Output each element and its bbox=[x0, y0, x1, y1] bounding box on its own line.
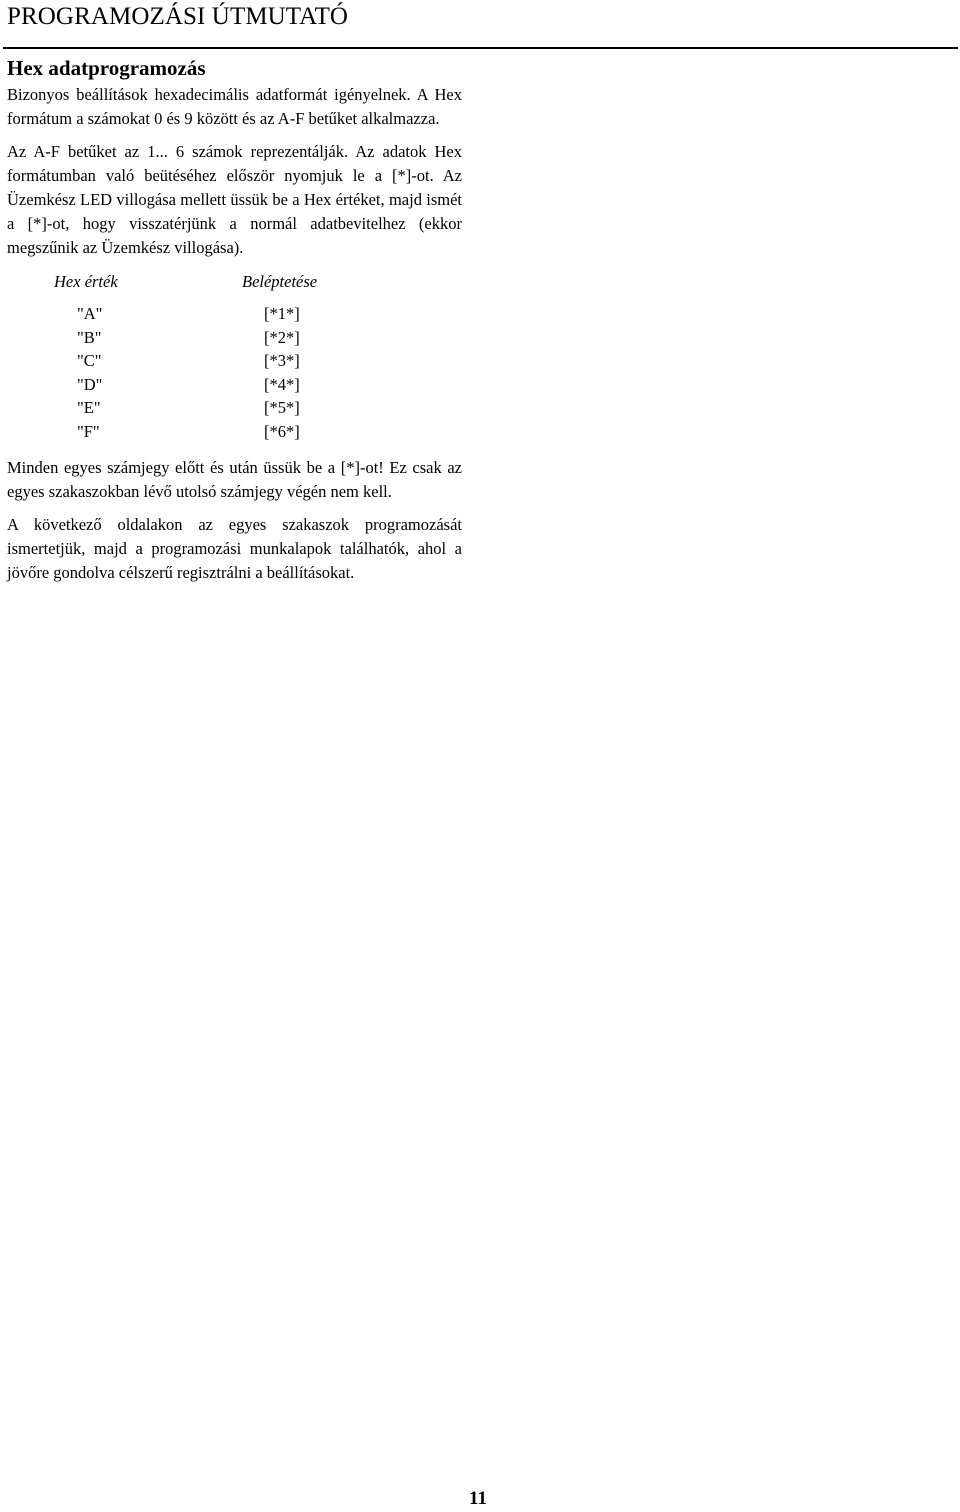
hex-value-cell: "C" bbox=[77, 351, 102, 370]
table-row bbox=[7, 302, 462, 326]
entry-cell: [*1*] bbox=[264, 304, 300, 323]
entry-cell: [*5*] bbox=[264, 398, 300, 417]
hex-value-cell: "F" bbox=[77, 421, 100, 441]
table-row bbox=[7, 420, 462, 444]
hex-value-cell: "B" bbox=[77, 327, 102, 347]
entry-header: Beléptetése bbox=[242, 272, 318, 291]
hex-table-header bbox=[7, 272, 462, 302]
table-row bbox=[7, 349, 462, 373]
hex-value-cell: "D" bbox=[77, 374, 103, 394]
page-number: 11 bbox=[469, 1488, 487, 1509]
entry-cell: [*4*] bbox=[264, 374, 300, 394]
table-row bbox=[7, 373, 462, 397]
table-row bbox=[7, 326, 462, 350]
intro-paragraph: Bizonyos beállítások hexadecimális adatformát igényelnek. A Hex formátum a számokat 0 és 9 között és az A-F betűket alkalmazza. bbox=[7, 85, 462, 128]
hex-table-rows bbox=[7, 302, 462, 443]
content bbox=[7, 56, 462, 585]
digit-entry-paragraph: Minden egyes számjegy előtt és után üssük be a [*]-ot! Ez csak az egyes szakaszokban lévő utolsó számjegy végén nem kell. bbox=[7, 458, 462, 501]
header-rule bbox=[3, 47, 958, 49]
entry-cell: [*6*] bbox=[264, 421, 300, 441]
hex-table bbox=[7, 272, 462, 443]
hex-value-cell: "A" bbox=[77, 304, 103, 323]
page-header: PROGRAMOZÁSI ÚTMUTATÓ bbox=[7, 3, 349, 30]
next-pages-paragraph: A következő oldalakon az egyes szakaszok programozását ismertetjük, majd a programozási munkalapok találhatók, ahol a jövőre gondolva célszerű regisztrálni a beállításokat. bbox=[7, 515, 462, 582]
hex-value-cell: "E" bbox=[77, 398, 101, 417]
entry-cell: [*3*] bbox=[264, 351, 300, 370]
table-row bbox=[7, 396, 462, 420]
section-title: Hex adatprogramozás bbox=[7, 56, 206, 80]
hex-value-header: Hex érték bbox=[54, 272, 118, 291]
entry-cell: [*2*] bbox=[264, 327, 300, 347]
hex-entry-paragraph: Az A-F betűket az 1... 6 számok reprezentálják. Az adatok Hex formátumban való beütéséhez először nyomjuk le a [*]-ot. Az Üzemkész LED villogása mellett üssük be a Hex értéket, majd ismét a [*]-ot, hogy visszatérjünk a normál adatbevitelhez (ekkor megszűnik az Üzemkész villogása). bbox=[7, 142, 462, 257]
